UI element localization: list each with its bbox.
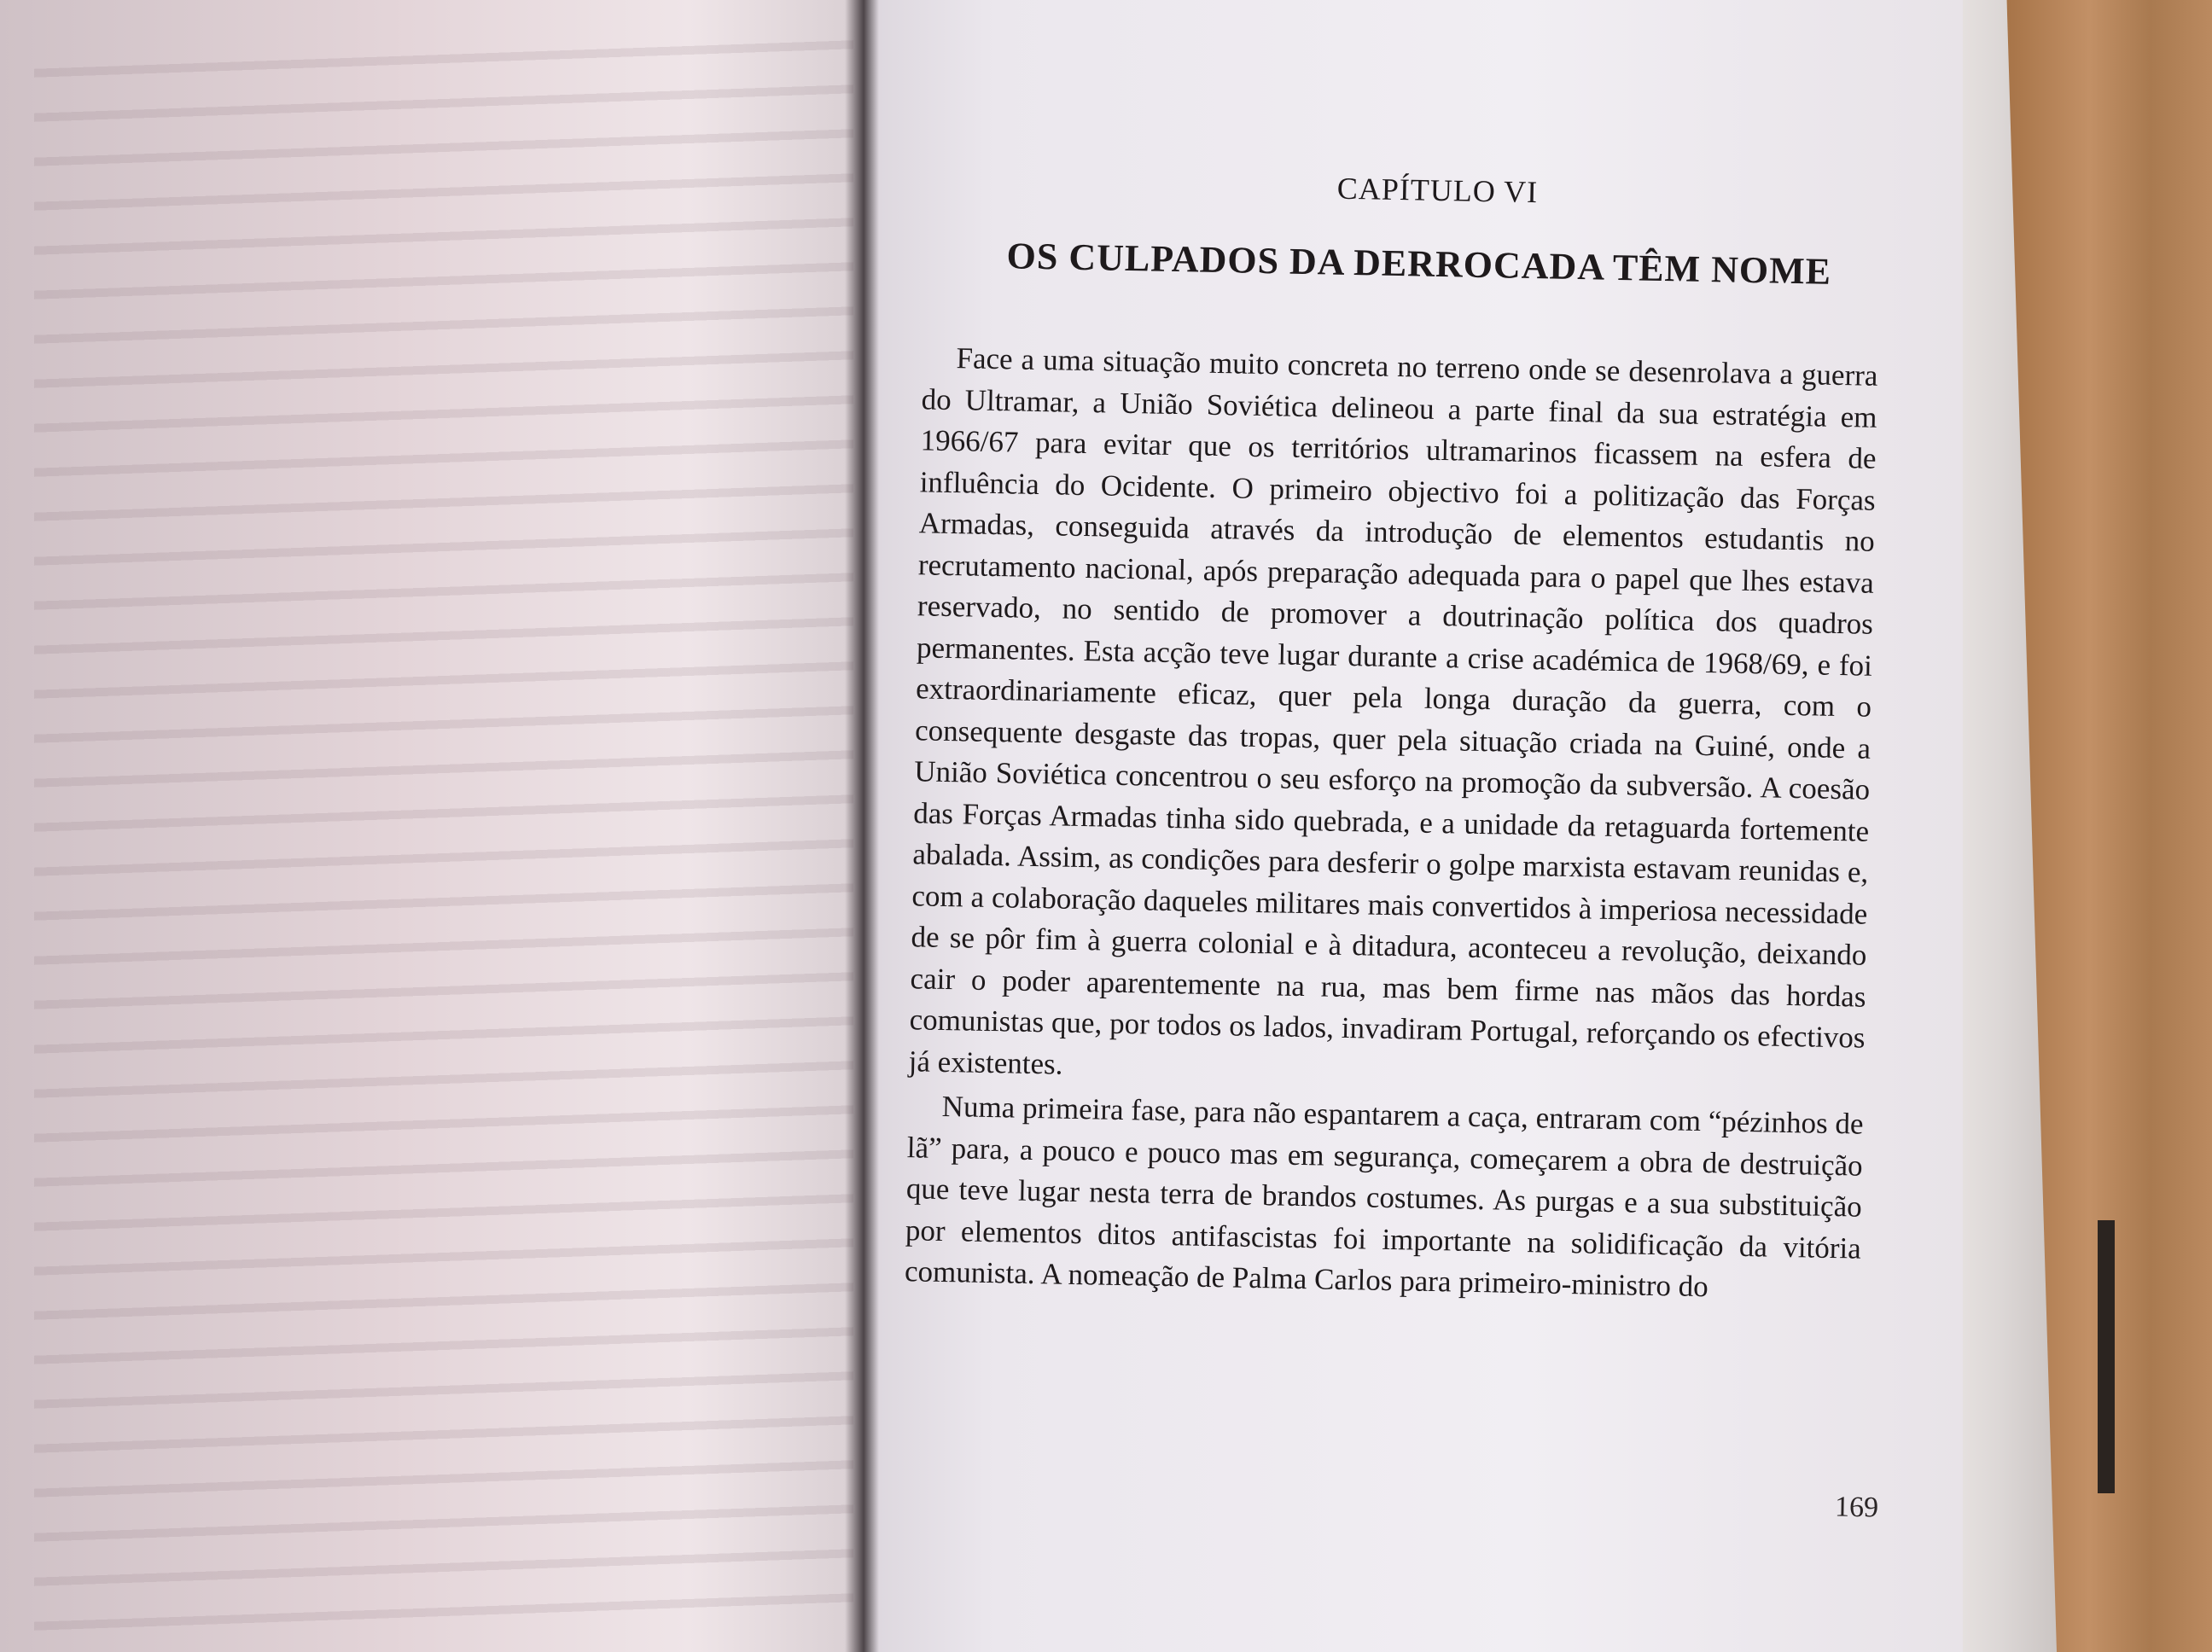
chapter-title: OS CULPADOS DA DERROCADA TÊM NOME [1006, 235, 1832, 293]
page-number: 169 [1834, 1491, 1879, 1524]
book-gutter [845, 0, 879, 1652]
body-text [905, 337, 1878, 1311]
paragraph: Face a uma situação muito concreta no terreno onde se desenrolava a guerra do Ultramar, a União Soviética delineou a parte final da sua estratégia em 1966/67 para evitar que os territórios ultramarinos ficassem na esfera de influência do Ocidente. O primeiro objectivo foi a politização das Forças Armadas, conseguida através da introdução de elementos estudantis no recrutamento nacional, após preparação adequada para o papel que lhes estava reservado, no sentido de promover a doutrinação política dos quadros permanentes. Esta acção teve lugar durante a crise académica de 1968/69, e foi extraordinariamente eficaz, quer pela longa duração da guerra, com o consequente desgaste das tropas, quer pela situação criada na Guiné, onde a União Soviética concentrou o seu esforço na promoção da subversão. A coesão das Forças Armadas tinha sido quebrada, e a unidade da retaguarda fortemente abalada. Assim, as condições para desferir o golpe marxista estavam reunidas e, com a colaboração daqueles militares mais convertidos à imperiosa necessidade de se pôr fim à guerra colonial e à ditadura, aconteceu a revolução, deixando cair o poder aparentemente na rua, mas bem firme nas mãos das hordas comunistas que, por todos os lados, invadiram Portugal, reforçando os efectivos já existentes. [908, 341, 1878, 1081]
left-page-faded-text [34, 11, 853, 1644]
page-content [887, 162, 1906, 1315]
chapter-label: CAPÍTULO VI [1336, 171, 1539, 210]
right-page [862, 0, 1963, 1652]
left-page [0, 0, 862, 1652]
dark-strip [2098, 1220, 2115, 1493]
paragraph: Numa primeira fase, para não espantarem a caça, entraram com “pézinhos de lã” para, a pouco e pouco mas em segurança, começarem a obra de destruição que teve lugar nesta terra de brandos costumes. As purgas e a sua substituição por elementos ditos antifascistas foi importante na solidificação da vitória comunista. A nomeação de Palma Carlos para primeiro-ministro do [904, 1089, 1864, 1304]
